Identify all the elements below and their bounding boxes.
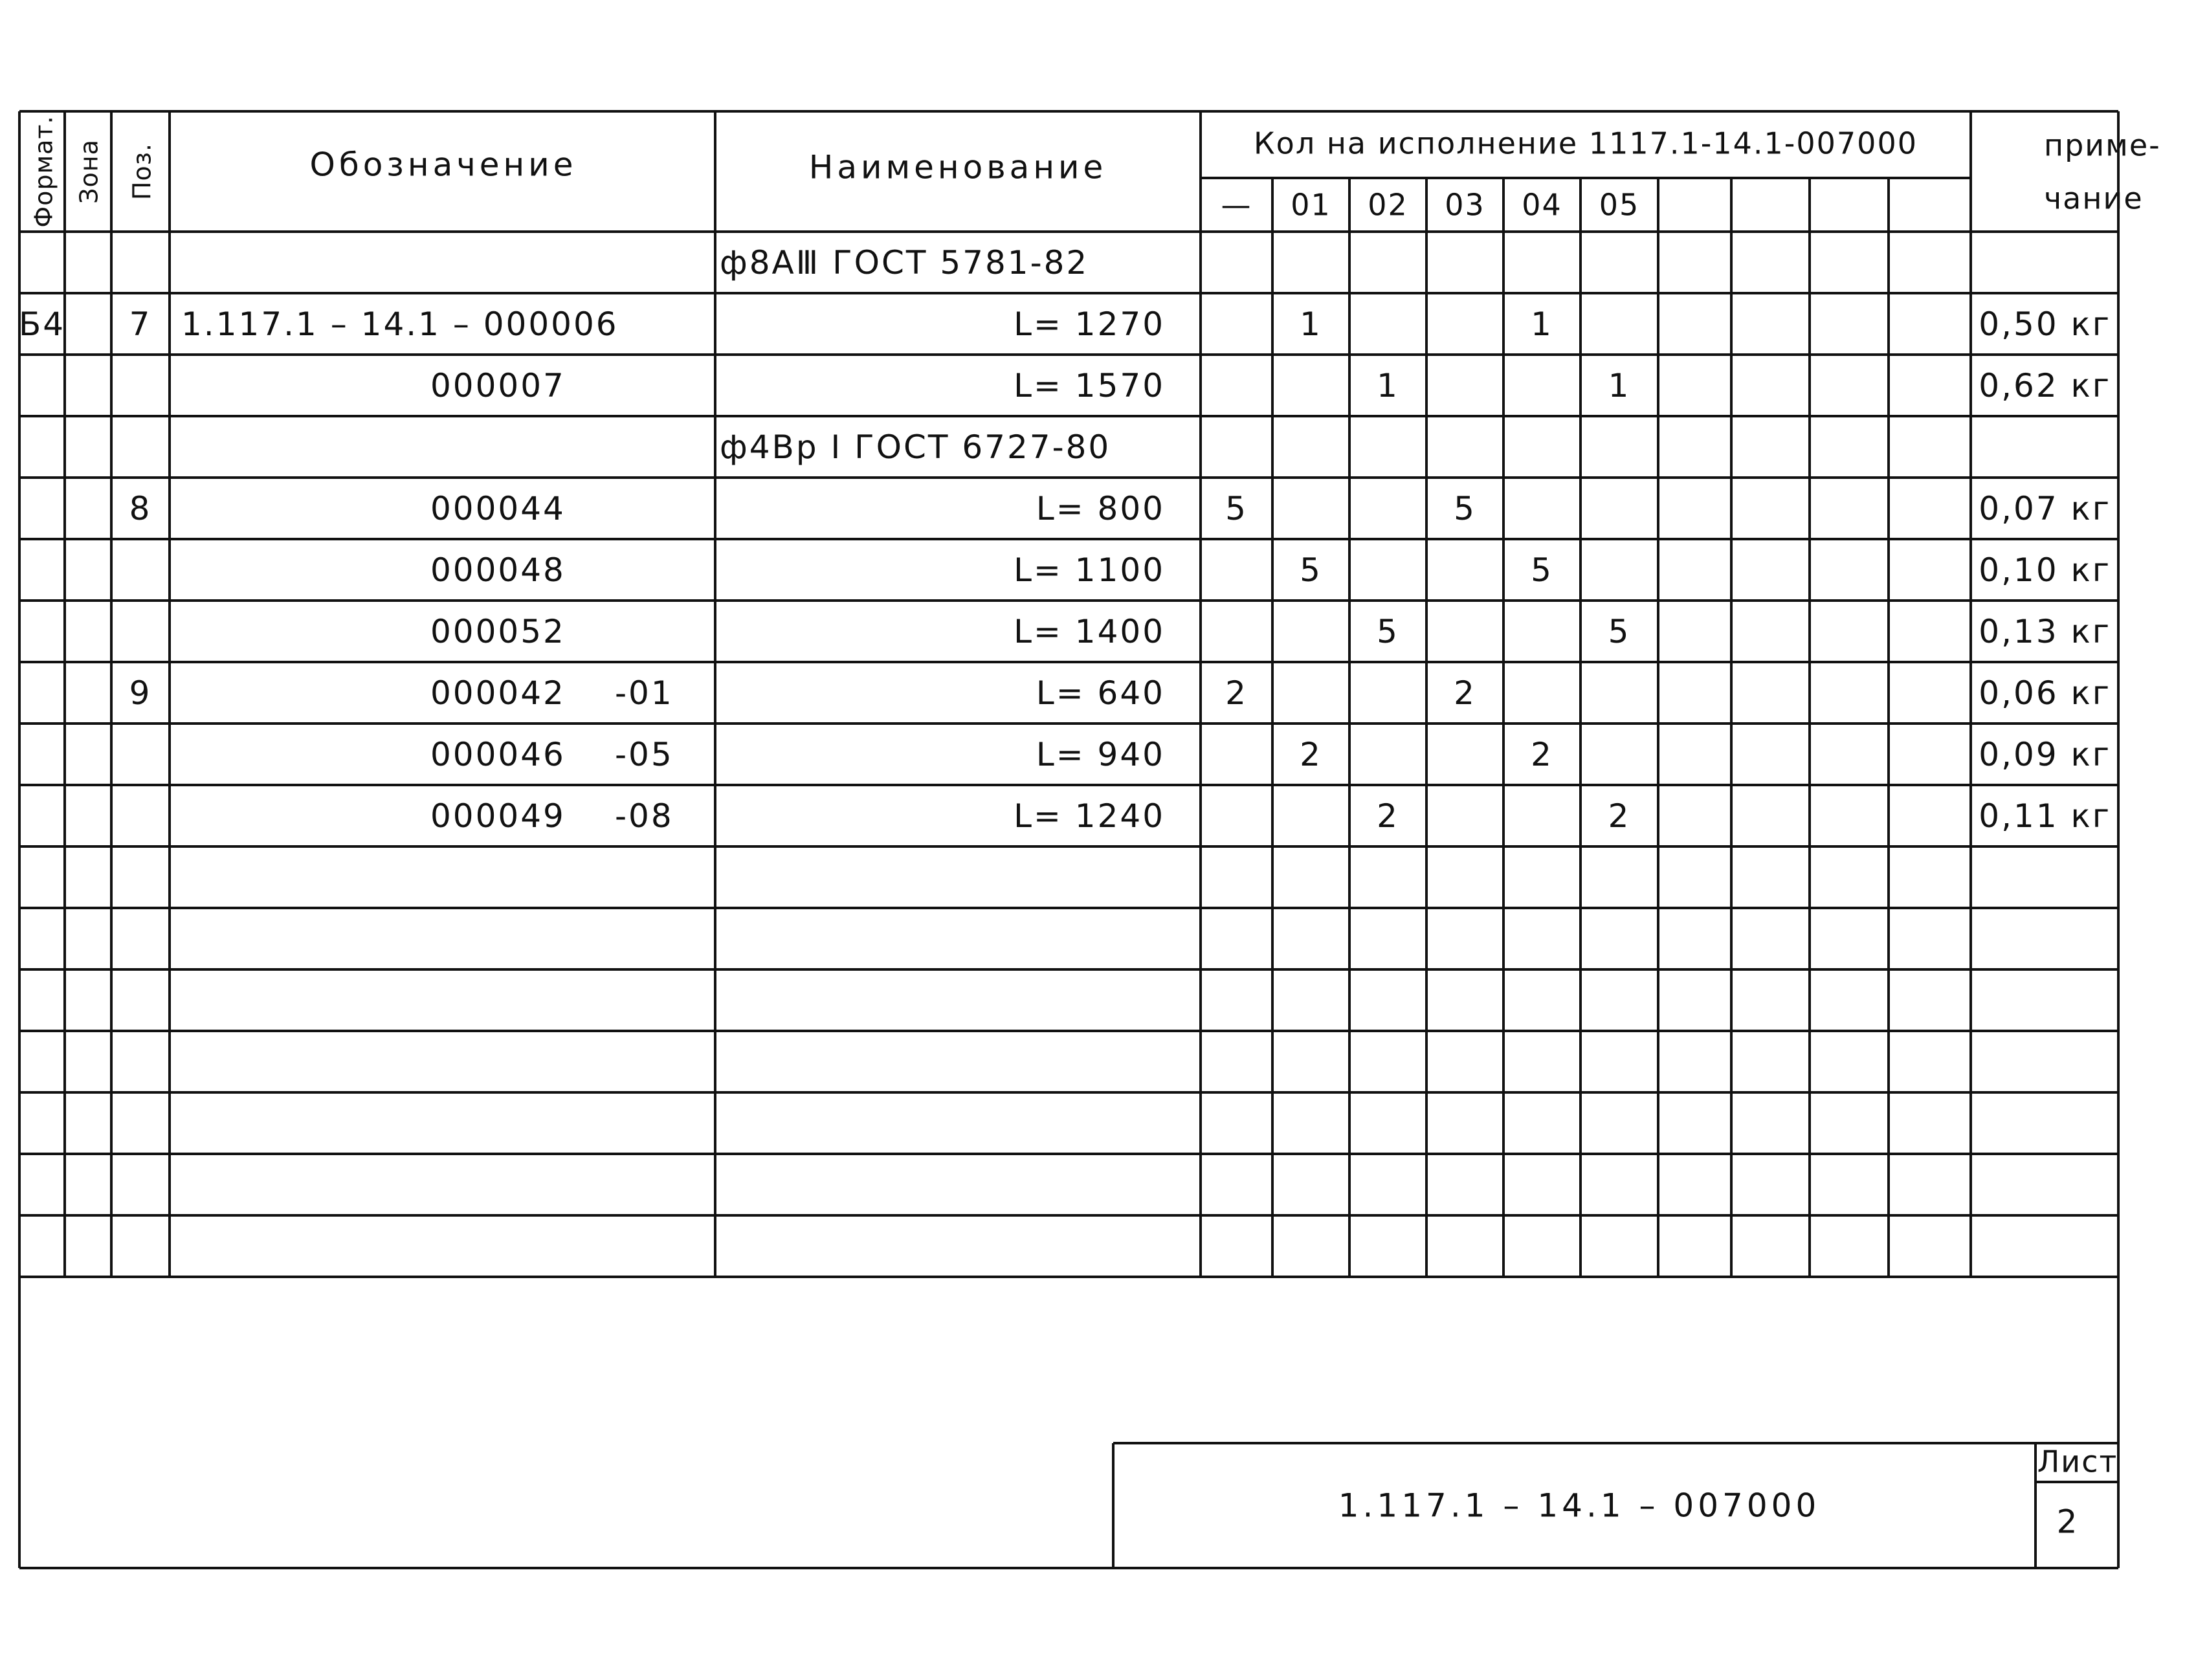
cell-designation: 000044 — [430, 490, 566, 527]
header-qty-variant: — — [1221, 187, 1252, 223]
cell-designation-suffix: -01 — [615, 674, 674, 712]
cell-qty: 5 — [1225, 490, 1248, 527]
header-qty-variant: 03 — [1445, 187, 1485, 223]
cell-pos: 9 — [129, 674, 152, 712]
header-designation: Обозначение — [309, 146, 577, 184]
cell-qty: 5 — [1531, 551, 1553, 589]
cell-note: 0,11 кг — [1979, 797, 2111, 835]
header-qty-variant: 01 — [1291, 187, 1331, 223]
header-format: Формат. — [29, 115, 58, 228]
cell-designation: 000046 — [430, 736, 566, 773]
cell-designation: 1.117.1 – 14.1 – 000006 — [181, 305, 619, 343]
cell-name: L= 1100 — [1014, 551, 1165, 589]
cell-note: 0,13 кг — [1979, 613, 2111, 650]
header-name: Наименование — [808, 148, 1107, 186]
cell-name: ф4Вр I ГОСТ 6727-80 — [720, 428, 1111, 466]
cell-qty: 1 — [1531, 305, 1553, 343]
cell-name: L= 1270 — [1014, 305, 1165, 343]
cell-qty: 5 — [1377, 613, 1399, 650]
cell-designation-suffix: -08 — [615, 797, 674, 835]
cell-qty: 2 — [1300, 736, 1322, 773]
cell-name: ф8АⅢ ГОСТ 5781-82 — [720, 244, 1089, 282]
cell-designation: 000007 — [430, 367, 566, 404]
cell-qty: 2 — [1377, 797, 1399, 835]
header-qty-variant: 05 — [1599, 187, 1640, 223]
sheet-label: Лист — [2037, 1444, 2118, 1479]
cell-qty: 2 — [1608, 797, 1631, 835]
cell-designation: 000052 — [430, 613, 566, 650]
cell-qty: 2 — [1225, 674, 1248, 712]
cell-designation: 000048 — [430, 551, 566, 589]
cell-qty: 2 — [1454, 674, 1476, 712]
cell-note: 0,09 кг — [1979, 736, 2111, 773]
cell-designation-suffix: -05 — [615, 736, 674, 773]
header-qty-variant: 02 — [1368, 187, 1408, 223]
cell-note: 0,62 кг — [1979, 367, 2111, 404]
sheet-number: 2 — [2056, 1503, 2080, 1541]
cell-name: L= 1570 — [1014, 367, 1165, 404]
cell-format: Б4 — [18, 305, 66, 343]
cell-pos: 7 — [129, 305, 152, 343]
cell-designation: 000042 — [430, 674, 566, 712]
cell-qty: 5 — [1300, 551, 1322, 589]
cell-note: 0,06 кг — [1979, 674, 2111, 712]
header-note-line2: чание — [2044, 181, 2144, 216]
cell-note: 0,10 кг — [1979, 551, 2111, 589]
cell-designation: 000049 — [430, 797, 566, 835]
cell-name: L= 800 — [1036, 490, 1165, 527]
header-pos: Поз. — [128, 142, 157, 201]
cell-qty: 2 — [1531, 736, 1553, 773]
cell-qty: 5 — [1454, 490, 1476, 527]
header-note-line1: приме- — [2044, 127, 2161, 163]
table-header — [30, 115, 2161, 227]
cell-qty: 1 — [1300, 305, 1322, 343]
title-block — [1338, 1444, 2118, 1541]
cell-note: 0,50 кг — [1979, 305, 2111, 343]
document-code: 1.117.1 – 14.1 – 007000 — [1338, 1487, 1821, 1525]
header-qty-variant: 04 — [1522, 187, 1562, 223]
header-qty-title: Кол на исполнение 1117.1-14.1-007000 — [1254, 126, 1918, 161]
cell-note: 0,07 кг — [1979, 490, 2111, 527]
cell-name: L= 640 — [1036, 674, 1165, 712]
cell-name: L= 1400 — [1014, 613, 1165, 650]
cell-qty: 1 — [1377, 367, 1399, 404]
cell-name: L= 940 — [1036, 736, 1165, 773]
cell-qty: 1 — [1608, 367, 1631, 404]
cell-qty: 5 — [1608, 613, 1631, 650]
cell-pos: 8 — [129, 490, 152, 527]
cell-name: L= 1240 — [1014, 797, 1165, 835]
header-zone: Зона — [74, 139, 104, 204]
